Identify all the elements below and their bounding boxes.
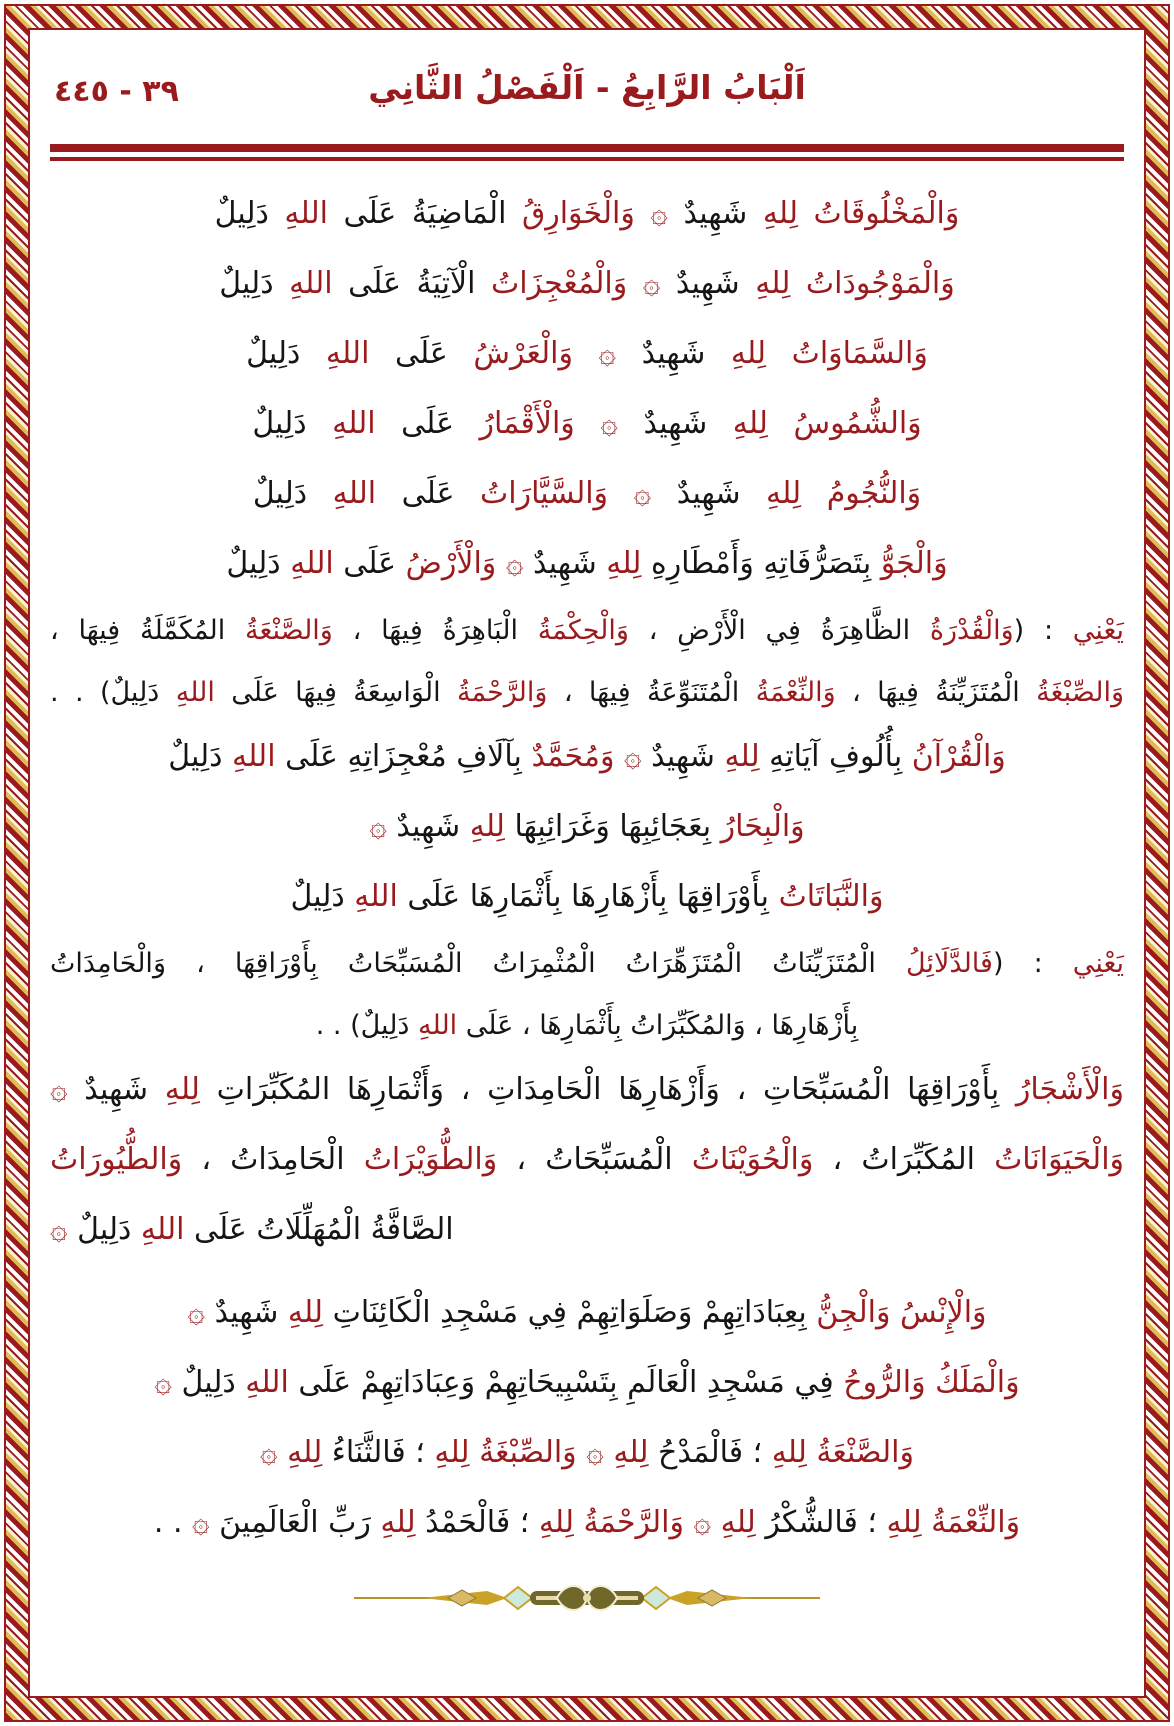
highlighted-phrase: اللهِ: [268, 196, 328, 231]
highlighted-phrase: وَالْمَوْجُودَاتُ لِلهِ: [739, 266, 955, 301]
text-line: [50, 541, 1124, 586]
highlighted-phrase: اللهِ: [280, 546, 334, 581]
text-segment: بِتَصَرُّفَاتِهِ وَأَمْطَارِهِ: [641, 546, 872, 581]
text-segment: شَهِيدٌ: [205, 1295, 279, 1330]
end-of-ayah-rosette-icon: ۞: [627, 266, 661, 301]
highlighted-phrase: وَالنُّجُومُ لِلهِ: [740, 476, 922, 511]
text-segment: ؛ فَالْمَدْحُ: [648, 1435, 763, 1470]
text-segment: الْبَاهِرَةُ فِيهَا ،: [332, 615, 518, 646]
end-of-ayah-rosette-icon: ۞: [574, 406, 618, 441]
page-number: ٣٩ - ٤٤٥: [54, 74, 179, 109]
highlighted-phrase: وَالْجَوُّ: [871, 546, 948, 581]
text-segment: شَهِيدٌ: [660, 266, 740, 301]
text-segment: : (: [1013, 615, 1054, 646]
end-of-ayah-rosette-icon: ۞: [608, 476, 652, 511]
text-segment: شَهِيدٌ: [668, 196, 748, 231]
highlighted-phrase: وَالسَّمَاوَاتُ لِلهِ: [705, 336, 928, 371]
highlighted-phrase: وَالصَّنْعَةُ: [225, 615, 333, 646]
text-segment: : (: [992, 948, 1043, 979]
text-line: [50, 1500, 1124, 1545]
text-segment: المُكَمَّلَةُ فِيهَا ،: [50, 615, 226, 646]
text-segment: الْوَاسِعَةُ فِيهَا عَلَى: [214, 676, 441, 708]
text-line: [50, 1207, 1124, 1252]
text-segment: شَهِيدٌ: [641, 739, 715, 774]
highlighted-phrase: لِلهِ: [714, 739, 760, 774]
text-line: [50, 673, 1124, 714]
highlighted-phrase: وَمُحَمَّدٌ: [521, 739, 615, 774]
end-of-ayah-rosette-icon: ۞: [684, 1505, 712, 1540]
highlighted-phrase: وَالرَّحْمَةُ: [440, 676, 548, 708]
highlighted-phrase: وَالْقُدْرَةُ: [910, 615, 1014, 646]
text-segment: بِأَوْرَاقِهَا الْمُسَبِّحَاتِ ، وَأَزْهَارِهَا الْحَامِدَاتِ ، وَأَثْمَارِهَا المُكَبِّرَاتِ: [199, 1072, 1000, 1107]
end-of-ayah-rosette-icon: ۞: [496, 546, 524, 581]
page-header: [50, 58, 1124, 136]
highlighted-phrase: اللهِ: [307, 476, 377, 511]
highlighted-phrase: اللهِ: [409, 1009, 458, 1041]
highlighted-phrase: وَالْعَرْشُ: [447, 336, 573, 371]
highlighted-phrase: وَالصِّبْغَةُ: [1019, 676, 1124, 708]
text-segment: عَلَى: [375, 406, 455, 441]
text-segment: دَلِيلٌ: [168, 739, 223, 774]
highlighted-phrase: لِلهِ: [596, 546, 642, 581]
page-content: [50, 36, 1124, 1690]
text-segment: شَهِيدٌ: [67, 1072, 149, 1107]
text-segment: ؛ فَالْحَمْدُ: [415, 1505, 530, 1540]
highlighted-phrase: لِلهِ: [460, 809, 505, 844]
text-line: [50, 734, 1124, 779]
highlighted-phrase: اللهِ: [159, 676, 215, 708]
text-line: [50, 401, 1124, 446]
highlighted-phrase: وَالْقُرْآنُ: [902, 739, 1006, 774]
highlighted-phrase: اللهِ: [273, 266, 333, 301]
highlighted-phrase: وَالْمُعْجِزَاتُ: [475, 266, 628, 301]
text-line: [50, 1360, 1124, 1405]
text-segment: الْمُتَزَيِّنَةُ فِيهَا ،: [835, 676, 1020, 708]
end-of-ayah-rosette-icon: ۞: [259, 1435, 278, 1470]
text-line: [50, 1137, 1124, 1182]
text-segment: شَهِيدٌ: [651, 476, 741, 511]
highlighted-phrase: وَالْأَرْضُ: [396, 546, 497, 581]
text-line: [50, 1006, 1124, 1047]
highlighted-phrase: اللهِ: [131, 1212, 185, 1247]
footer-divider-ornament: [352, 1571, 822, 1625]
highlighted-phrase: وَالْخَوَارِقُ: [506, 196, 635, 231]
text-segment: بِأُلُوفِ آيَاتِهِ: [759, 739, 903, 774]
highlighted-phrase: لِلهِ: [711, 1505, 756, 1540]
text-segment: الْمُتَنَوِّعَةُ فِيهَا ،: [547, 676, 740, 708]
highlighted-phrase: وَالصَّنْعَةُ لِلهِ: [762, 1435, 915, 1470]
highlighted-phrase: وَالْمَخْلُوقَاتُ لِلهِ: [747, 196, 960, 231]
text-segment: المُكَبِّرَاتُ ،: [813, 1142, 975, 1177]
text-segment: الْحَامِدَاتُ ،: [182, 1142, 345, 1177]
text-segment: شَهِيدٌ: [616, 336, 706, 371]
highlighted-phrase: اللهِ: [235, 1365, 289, 1400]
highlighted-phrase: وَالْإِنْسُ وَالْجِنُّ: [806, 1295, 987, 1330]
text-line: [50, 611, 1124, 652]
text-segment: ؛ فَالشُّكْرُ: [755, 1505, 877, 1540]
highlighted-phrase: لِلهِ: [277, 1435, 323, 1470]
text-segment: دَلِيلٌ: [214, 196, 269, 231]
text-segment: شَهِيدٌ: [617, 406, 708, 441]
text-segment: دَلِيلٌ) . .: [50, 676, 160, 708]
highlighted-phrase: يَعْنِي: [1042, 948, 1125, 979]
highlighted-phrase: اللهِ: [306, 406, 376, 441]
highlighted-phrase: لِلهِ: [603, 1435, 649, 1470]
page-border-frame: [4, 4, 1170, 1722]
highlighted-phrase: وَالرَّحْمَةُ لِلهِ: [529, 1505, 684, 1540]
text-segment: شَهِيدٌ: [523, 546, 597, 581]
text-segment: دَلِيلٌ: [252, 406, 307, 441]
text-segment: دَلِيلٌ: [226, 546, 281, 581]
text-segment: الْمُتَزَيِّنَاتُ الْمُتَزَهِّرَاتُ الْمُثْمِرَاتُ الْمُسَبِّحَاتُ بِأَوْرَاقِهَا ، وَالْحَامِدَاتُ: [50, 948, 876, 979]
highlighted-phrase: اللهِ: [344, 879, 398, 914]
end-of-ayah-rosette-icon: ۞: [50, 1212, 68, 1247]
text-segment: الصَّافَّةُ الْمُهَلِّلَاتُ عَلَى: [184, 1212, 454, 1247]
text-segment: بِأَوْرَاقِهَا بِأَزْهَارِهَا بِأَثْمَارِهَا عَلَى: [397, 879, 770, 914]
text-segment: بِأَزْهَارِهَا ، وَالمُكَبِّرَاتُ بِأَثْمَارِهَا ، عَلَى: [457, 1009, 859, 1041]
end-of-ayah-rosette-icon: ۞: [192, 1505, 210, 1540]
highlighted-phrase: وَالْحُوَيْنَاتُ: [672, 1142, 814, 1177]
end-of-ayah-rosette-icon: ۞: [634, 196, 668, 231]
text-segment: الْمَاضِيَةُ عَلَى: [327, 196, 507, 231]
highlighted-phrase: لِلهِ: [278, 1295, 324, 1330]
text-line: [50, 261, 1124, 306]
text-segment: عَلَى: [376, 476, 455, 511]
end-of-ayah-rosette-icon: ۞: [576, 1435, 604, 1470]
highlighted-phrase: وَالطُّيُورَاتُ: [50, 1142, 183, 1177]
text-segment: دَلِيلٌ: [219, 266, 274, 301]
end-of-ayah-rosette-icon: ۞: [614, 739, 642, 774]
text-segment: بِآلَافِ مُعْجِزَاتِهِ عَلَى: [275, 739, 522, 774]
highlighted-phrase: وَالطُّوَيْرَاتُ: [344, 1142, 498, 1177]
highlighted-phrase: وَالْحِكْمَةُ: [517, 615, 629, 646]
text-segment: الْآتِيَةُ عَلَى: [332, 266, 476, 301]
highlighted-phrase: فَالدَّلَائِلُ: [875, 948, 993, 979]
text-segment: دَلِيلٌ: [252, 476, 308, 511]
highlighted-phrase: وَالْأَشْجَارُ: [999, 1072, 1124, 1107]
text-segment: دَلِيلٌ: [171, 1365, 236, 1400]
text-segment: دَلِيلٌ: [67, 1212, 132, 1247]
highlighted-phrase: يَعْنِي: [1053, 615, 1125, 646]
end-of-ayah-rosette-icon: ۞: [369, 809, 387, 844]
end-of-ayah-rosette-icon: ۞: [50, 1072, 68, 1107]
text-segment: ؛ فَالثَّنَاءُ: [322, 1435, 425, 1470]
highlighted-phrase: لِلهِ: [148, 1072, 200, 1107]
end-of-ayah-rosette-icon: ۞: [187, 1295, 206, 1330]
text-line: [50, 331, 1124, 376]
highlighted-phrase: وَالْبِحَارُ: [711, 809, 805, 844]
highlighted-phrase: وَالنِّعْمَةُ: [739, 676, 836, 708]
text-line: [50, 874, 1124, 919]
text-segment: دَلِيلٌ) . .: [315, 1009, 410, 1041]
text-line: [50, 944, 1124, 985]
highlighted-phrase: وَالصِّبْغَةُ لِلهِ: [424, 1435, 577, 1470]
text-segment: الظَّاهِرَةُ فِي الْأَرْضِ ،: [628, 615, 911, 646]
text-line: [50, 1290, 1124, 1335]
text-line: [50, 471, 1124, 516]
text-segment: بِعَجَائِبِهَا وَغَرَائِبِهَا: [504, 809, 712, 844]
body-text: [50, 191, 1124, 1545]
text-line: [50, 1067, 1124, 1112]
highlighted-phrase: وَالشُّمُوسُ لِلهِ: [707, 406, 922, 441]
text-segment: بِعِبَادَاتِهِمْ وَصَلَوَاتِهِمْ فِي مَسْجِدِ الْكَائِنَاتِ: [323, 1295, 807, 1330]
highlighted-phrase: وَالْحَيَوَانَاتُ: [974, 1142, 1125, 1177]
text-segment: رَبِّ الْعَالَمِينَ: [209, 1505, 371, 1540]
footer-ornament-row: [50, 1571, 1124, 1629]
text-line: [50, 804, 1124, 849]
text-segment: عَلَى: [333, 546, 397, 581]
highlighted-phrase: اللهِ: [222, 739, 276, 774]
end-of-ayah-rosette-icon: ۞: [154, 1365, 172, 1400]
highlighted-phrase: لِلهِ: [370, 1505, 416, 1540]
header-double-rule: [50, 144, 1124, 161]
text-segment: دَلِيلٌ: [246, 336, 301, 371]
text-segment: . .: [153, 1505, 193, 1540]
text-segment: شَهِيدٌ: [386, 809, 461, 844]
text-segment: عَلَى: [369, 336, 448, 371]
text-segment: دَلِيلٌ: [290, 879, 345, 914]
highlighted-phrase: وَالنِّعْمَةُ لِلهِ: [876, 1505, 1021, 1540]
text-segment: الْمُسَبِّحَاتُ ،: [497, 1142, 673, 1177]
highlighted-phrase: وَالْأَقْمَارُ: [454, 406, 575, 441]
end-of-ayah-rosette-icon: ۞: [572, 336, 617, 371]
highlighted-phrase: وَالنَّبَاتَاتُ: [769, 879, 884, 914]
text-line: [50, 1430, 1124, 1475]
text-line: [50, 191, 1124, 236]
chapter-title: اَلْبَابُ الرَّابِعُ - اَلْفَصْلُ الثَّانِي: [368, 68, 806, 107]
text-segment: فِي مَسْجِدِ الْعَالَمِ بِتَسْبِيحَاتِهِمْ وَعِبَادَاتِهِمْ عَلَى: [288, 1365, 834, 1400]
highlighted-phrase: وَالسَّيَّارَاتُ: [454, 476, 609, 511]
highlighted-phrase: اللهِ: [300, 336, 370, 371]
highlighted-phrase: وَالْمَلَكُ وَالرُّوحُ: [833, 1365, 1020, 1400]
